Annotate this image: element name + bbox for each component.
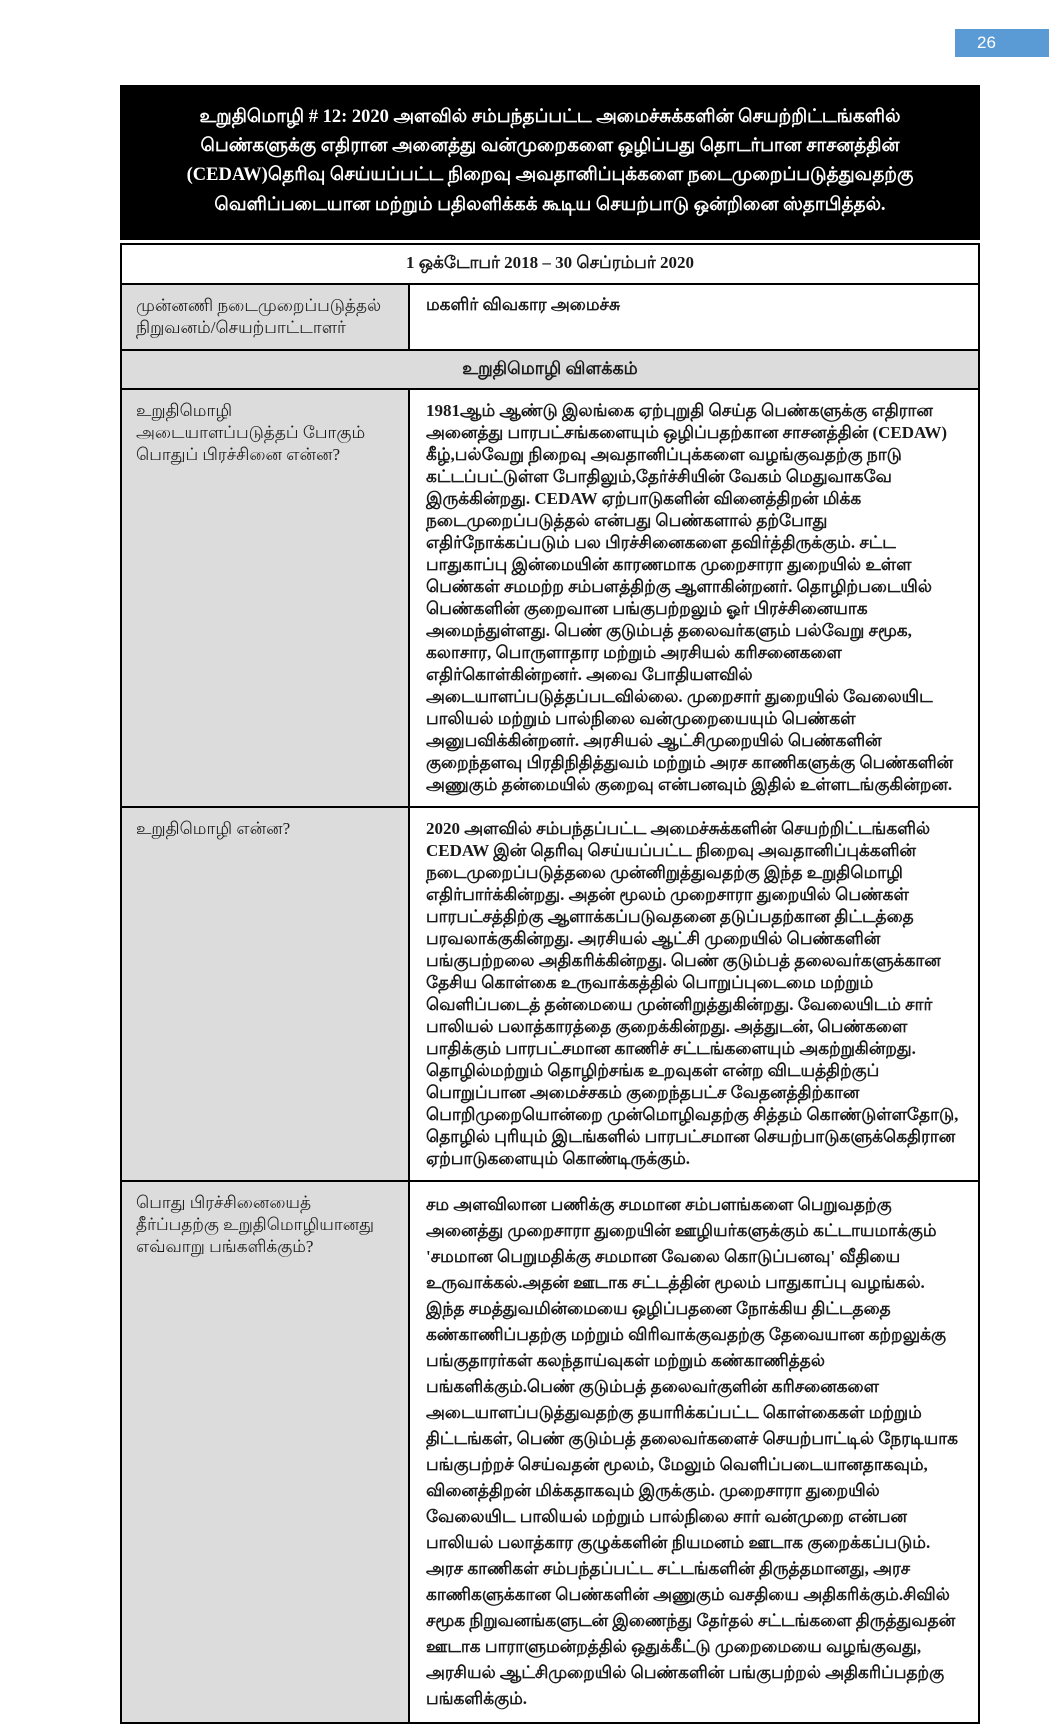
lead-agency-value: மகளிர் விவகார அமைச்சு [410,285,978,349]
document-page [120,85,980,1724]
question-what-is-promise: உறுதிமொழி என்ன? [122,808,410,1180]
reporting-period: 1 ஒக்டோபர் 2018 – 30 செப்ரம்பர் 2020 [122,245,978,283]
answer-what-is-promise: 2020 அளவில் சம்பந்தப்பட்ட அமைச்சுக்களின் செயற்றிட்டங்களில் CEDAW இன் தெரிவு செய்யப்பட்ட நிறைவு அவதானிப்புக்களின் நடைமுறைப்படுத்தலை முன்னிறுத்துவதற்கு இந்த உறுதிமொழி எதிர்பார்க்கின்றது. அதன் மூலம் முறைசாரா துறையில் பெண்கள் பாரபட்சத்திற்கு ஆளாக்கப்படுவதனை தடுப்பதற்கான திட்டத்தை பரவலாக்குகின்றது. அரசியல் ஆட்சி முறையில் பெண்களின் பங்குபற்றலை அதிகரிக்கின்றது. பெண் குடும்பத் தலைவர்களுக்கான தேசிய கொள்கை உருவாக்கத்தில் பொறுப்புடைமை மற்றும் வெளிப்படைத் தன்மையை முன்னிறுத்துகின்றது. வேலையிடம் சார் பாலியல் பலாத்காரத்தை குறைக்கின்றது. அத்துடன், பெண்களை பாதிக்கும் பாரபட்சமான காணிச் சட்டங்களையும் அகற்றுகின்றது. தொழில்மற்றும் தொழிற்சங்க உறவுகள் என்ற விடயத்திற்குப் பொறுப்பான அமைச்சகம் குறைந்தபட்ச வேதனத்திற்கான பொறிமுறையொன்றை முன்மொழிவதற்கு சித்தம் கொண்டுள்ளதோடு, தொழில் புரியும் இடங்களில் பாரபட்சமான செயற்பாடுகளுக்கெதிரான ஏற்பாடுகளையும் கொண்டிருக்கும். [410,808,978,1180]
page-number-badge [955,29,1049,57]
promise-table [120,243,980,1724]
section-title: உறுதிமொழி விளக்கம் [122,349,978,388]
qa-row-contribution [122,1180,978,1722]
question-contribution: பொது பிரச்சினையைத் தீர்ப்பதற்கு உறுதிமொழியானது எவ்வாறு பங்களிக்கும்? [122,1182,410,1722]
page-number: 26 [977,33,996,52]
qa-row-what-is-promise [122,806,978,1180]
question-common-problem: உறுதிமொழி அடையாளப்படுத்தப் போகும் பொதுப் பிரச்சினை என்ன? [122,390,410,806]
answer-common-problem: 1981ஆம் ஆண்டு இலங்கை ஏற்புறுதி செய்த பெண்களுக்கு எதிரான அனைத்து பாரபட்சங்களையும் ஒழிப்பதற்கான சாசனத்தின் (CEDAW) கீழ்,பல்வேறு நிறைவு அவதானிப்புக்களை வழங்குவதற்கு நாடு கட்டப்பட்டுள்ள போதிலும்,தேர்ச்சியின் வேகம் மெதுவாகவே இருக்கின்றது. CEDAW ஏற்பாடுகளின் வினைத்திறன் மிக்க நடைமுறைப்படுத்தல் என்பது பெண்களால் தற்போது எதிர்நோக்கப்படும் பல பிரச்சினைகளை தவிர்த்திருக்கும். சட்ட பாதுகாப்பு இன்மையின் காரணமாக முறைசாரா துறையில் உள்ள பெண்கள் சமமற்ற சம்பளத்திற்கு ஆளாகின்றனர். தொழிற்படையில் பெண்களின் குறைவான பங்குபற்றலும் ஓர் பிரச்சினையாக அமைந்துள்ளது. பெண் குடும்பத் தலைவர்களும் பல்வேறு சமூக, கலாசார, பொருளாதார மற்றும் அரசியல் கரிசனைகளை எதிர்கொள்கின்றனர். அவை போதியளவில் அடையாளப்படுத்தப்படவில்லை. முறைசார் துறையில் வேலையிட பாலியல் மற்றும் பால்நிலை வன்முறையையும் பெண்கள் அனுபவிக்கின்றனர். அரசியல் ஆட்சிமுறையில் பெண்களின் குறைந்தளவு பிரதிநிதித்துவம் மற்றும் அரச காணிகளுக்கு பெண்களின் அணுகும் தன்மையில் குறைவு என்பனவும் இதில் உள்ளடங்குகின்றன. [410,390,978,806]
lead-agency-label: முன்னணி நடைமுறைப்படுத்தல் நிறுவனம்/செயற்பாட்டாளர் [122,285,410,349]
lead-agency-row [122,283,978,349]
qa-row-common-problem [122,388,978,806]
answer-contribution: சம அளவிலான பணிக்கு சமமான சம்பளங்களை பெறுவதற்கு அனைத்து முறைசாரா துறையின் ஊழியர்களுக்கும் கட்டாயமாக்கும் 'சமமான பெறுமதிக்கு சமமான வேலை கொடுப்பனவு' வீதியை உருவாக்கல்.அதன் ஊடாக சட்டத்தின் மூலம் பாதுகாப்பு வழங்கல். இந்த சமத்துவமின்மையை ஒழிப்பதனை நோக்கிய திட்டததை கண்காணிப்பதற்கு மற்றும் விரிவாக்குவதற்கு தேவையான கற்றலுக்கு பங்குதாரர்கள் கலந்தாய்வுகள் மற்றும் கண்காணித்தல் பங்களிக்கும்.பெண் குடும்பத் தலைவர்குளின் கரிசனைகளை அடையாளப்படுத்துவதற்கு தயாரிக்கப்பட்ட கொள்கைகள் மற்றும் திட்டங்கள், பெண் குடும்பத் தலைவர்களைச் செயற்பாட்டில் நேரடியாக பங்குபற்றச் செய்வதன் மூலம், மேலும் வெளிப்படையானதாகவும், வினைத்திறன் மிக்கதாகவும் இருக்கும். முறைசாரா துறையில் வேலையிட பாலியல் மற்றும் பால்நிலை சார் வன்முறை என்பன பாலியல் பலாத்கார குழுக்களின் நியமனம் ஊடாக குறைக்கப்படும். அரச காணிகள் சம்பந்தப்பட்ட சட்டங்களின் திருத்தமானது, அரச காணிகளுக்கான பெண்களின் அணுகும் வசதியை அதிகரிக்கும்.சிவில் சமூக நிறுவனங்களுடன் இணைந்து தேர்தல் சட்டங்களை திருத்துவதன் ஊடாக பாராளுமன்றத்தில் ஒதுக்கீட்டு முறைமையை வழங்குவது, அரசியல் ஆட்சிமுறையில் பெண்களின் பங்குபற்றல் அதிகரிப்பதற்கு பங்களிக்கும். [410,1182,978,1722]
promise-title-banner: உறுதிமொழி # 12: 2020 அளவில் சம்பந்தப்பட்ட அமைச்சுக்களின் செயற்றிட்டங்களில் பெண்களுக்கு எதிரான அனைத்து வன்முறைகளை ஒழிப்பது தொடர்பான சாசனத்தின் (CEDAW)தெரிவு செய்யப்பட்ட நிறைவு அவதானிப்புக்களை நடைமுறைப்படுத்துவதற்கு வெளிப்படையான மற்றும் பதிலளிக்கக் கூடிய செயற்பாடு ஒன்றினை ஸ்தாபித்தல். [120,85,980,240]
